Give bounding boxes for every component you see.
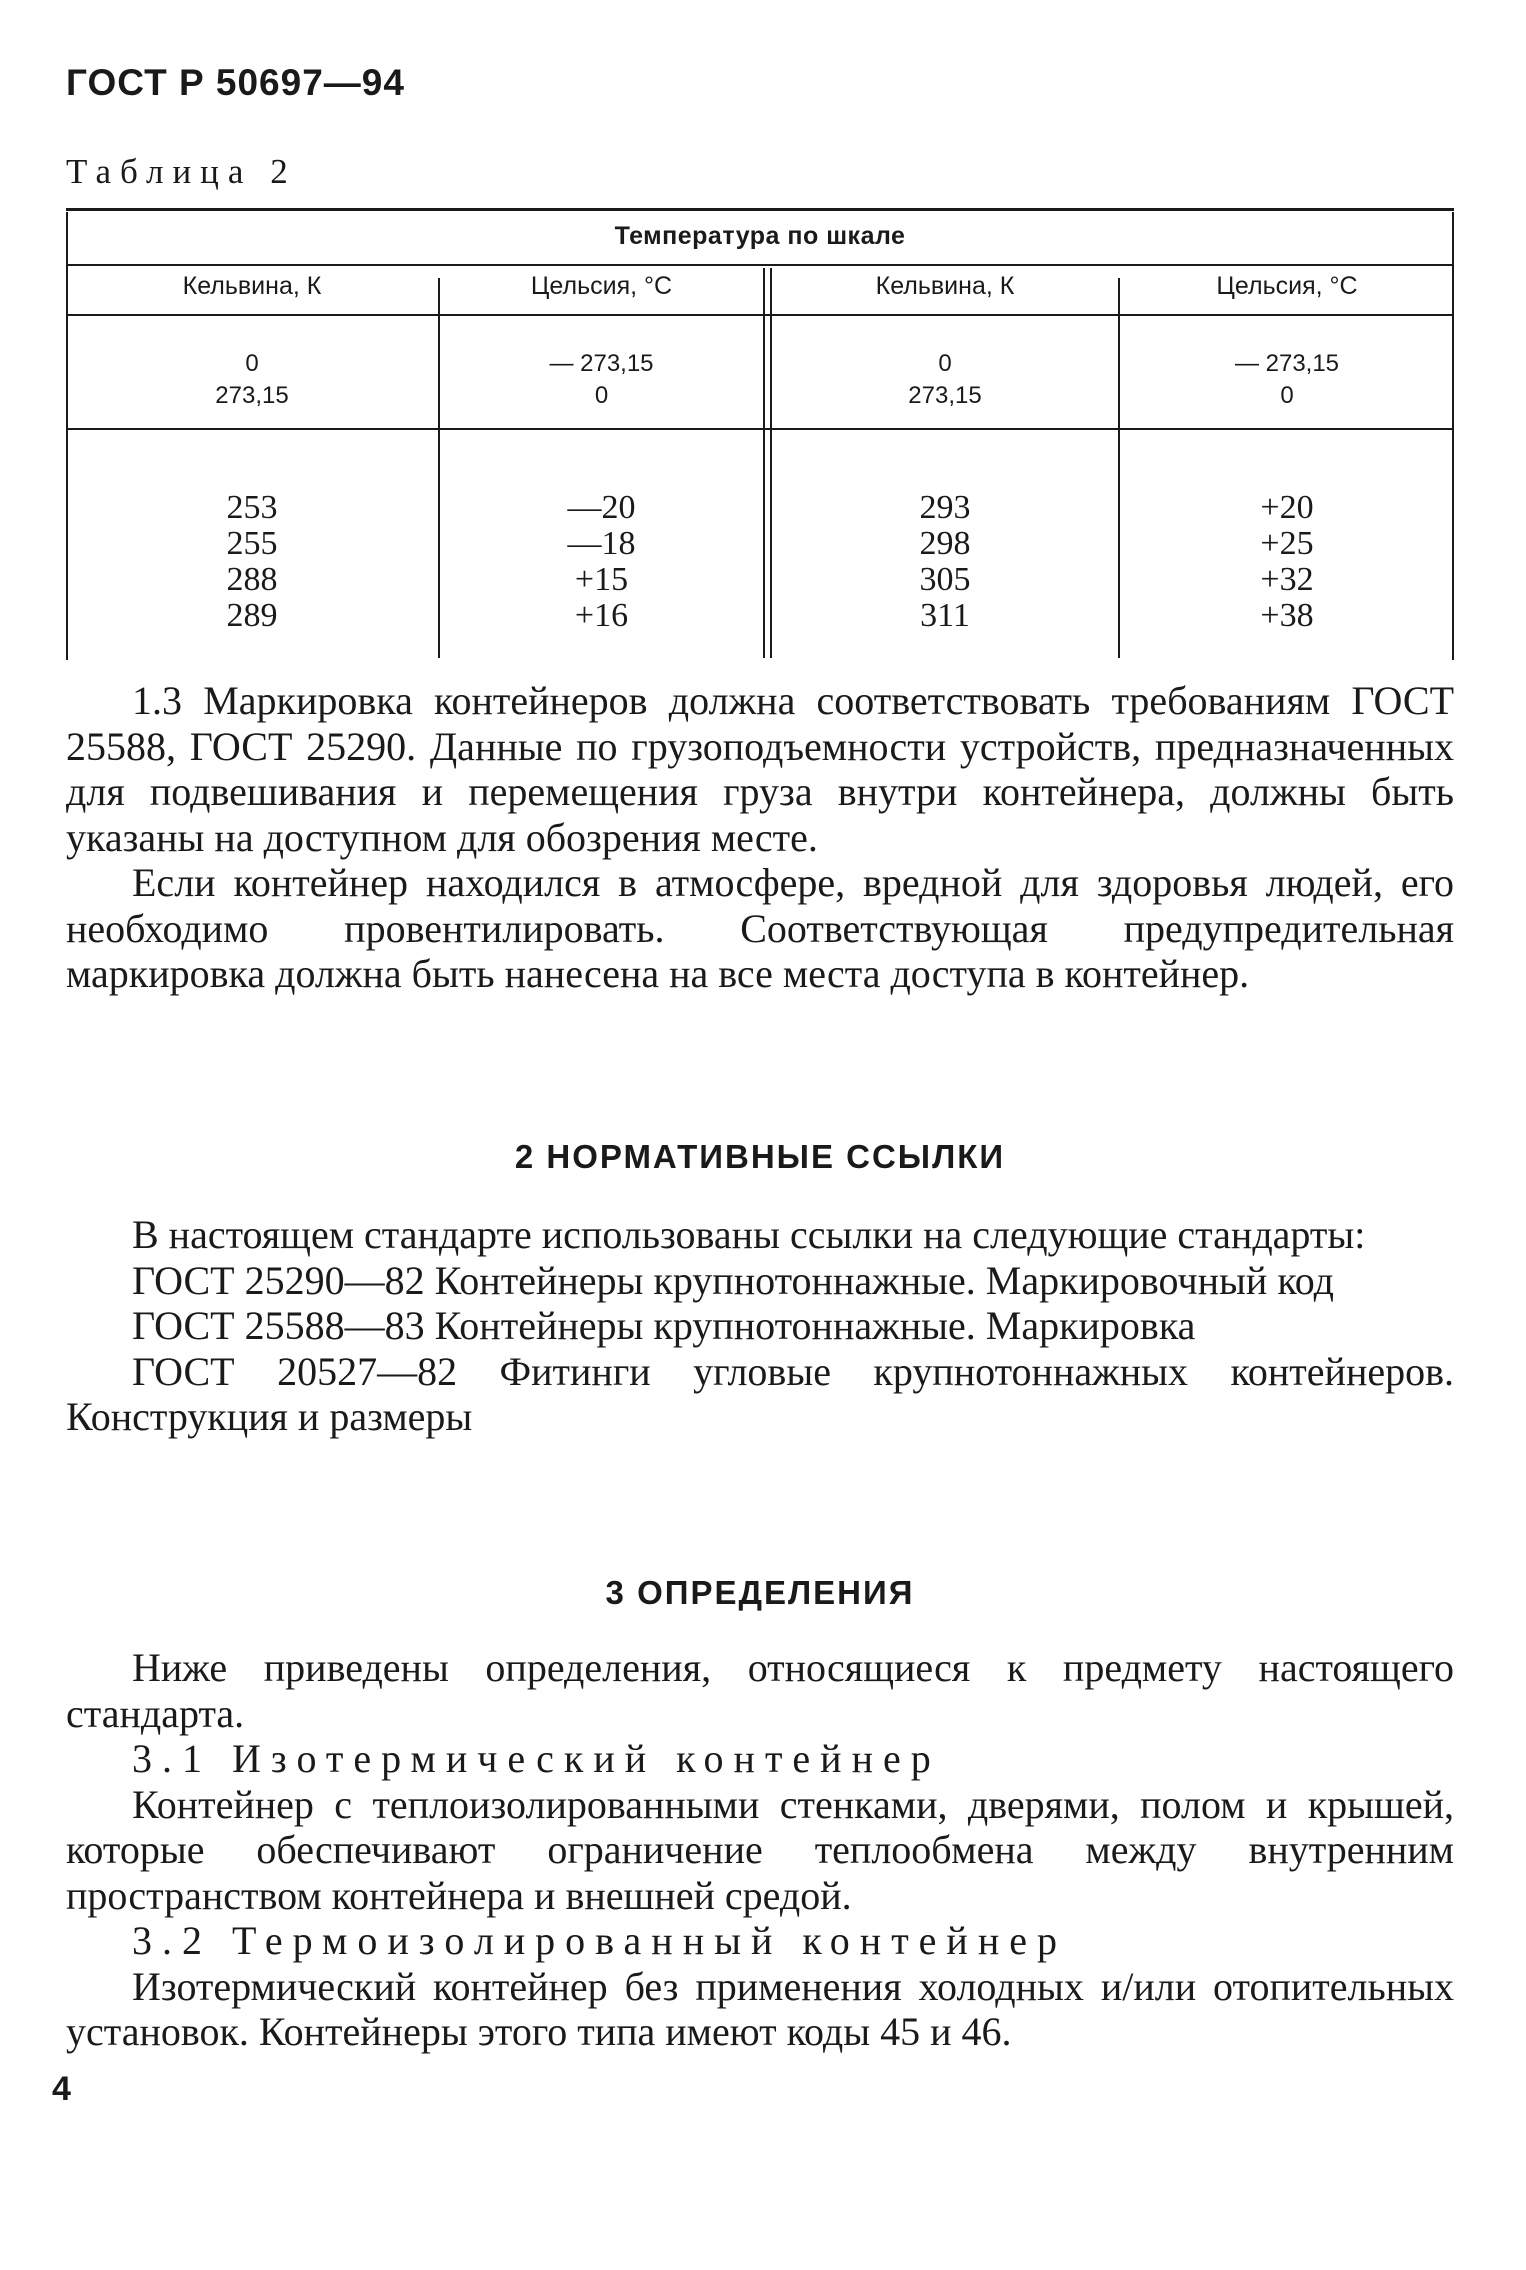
definition-text: Изотермический контейнер без применения холодных и/или отопительных установок. Контейнеры этого типа имеют коды 45 и 46. xyxy=(66,1963,1454,2054)
col-head-kelvin-2: Кельвина, К xyxy=(875,272,1015,300)
section-2-title: 2 НОРМАТИВНЫЕ ССЫЛКИ xyxy=(514,1138,1006,1175)
definition-term: 3.1 Изотермический контейнер xyxy=(132,1736,941,1781)
paragraph-ventilation: Если контейнер находился в атмосфере, вредной для здоровья людей, его необходимо провентилировать. Соответствующая предупредительная маркировка должна быть нанесена на все места доступа в контейнер. xyxy=(66,860,1454,996)
table-cell: —20 —18 +15 +16 xyxy=(567,489,636,634)
table-cell: — 273,15 0 xyxy=(1234,350,1340,409)
table-cell: 293 298 305 311 xyxy=(919,489,971,634)
table-cell: 0 273,15 xyxy=(215,350,289,409)
table-group-rule xyxy=(66,428,1454,430)
definition-text: Контейнер с теплоизолированными стенками, дверями, полом и крышей, которые обеспечивают ограничение теплообмена между внутренним пространством контейнера и внешней средой. xyxy=(66,1781,1454,1918)
reference-item: ГОСТ 25290—82 Контейнеры крупнотоннажные. Маркировочный код xyxy=(132,1257,1334,1303)
paragraph-1-3: 1.3 Маркировка контейнеров должна соответствовать требованиям ГОСТ 25588, ГОСТ 25290. Данные по грузоподъемности устройств, предназначенных для подвешивания и перемещения груза внутри контейнера, должны быть указаны на доступном для обозрения месте. xyxy=(66,678,1454,860)
reference-item: ГОСТ 20527—82 Фитинги угловые крупнотоннажных контейнеров. Конструкция и размеры xyxy=(66,1348,1454,1439)
section-2-intro: В настоящем стандарте использованы ссылки на следующие стандарты: xyxy=(132,1212,1366,1257)
table-caption: Таблица 2 xyxy=(66,152,297,191)
table-cell: 253 255 288 289 xyxy=(226,489,278,634)
col-head-celsius-2: Цельсия, °С xyxy=(1216,272,1358,300)
table-cell: +20 +25 +32 +38 xyxy=(1260,489,1314,634)
table-top-border xyxy=(66,208,1454,211)
col-head-kelvin-1: Кельвина, К xyxy=(182,272,322,300)
col-separator-2a xyxy=(763,268,765,658)
table-cell: — 273,15 0 xyxy=(549,350,654,409)
document-header: ГОСТ Р 50697—94 xyxy=(66,62,405,103)
reference-item: ГОСТ 25588—83 Контейнеры крупнотоннажные. Маркировка xyxy=(132,1303,1196,1348)
page-number: 4 xyxy=(52,2070,71,2108)
section-3-intro: Ниже приведены определения, относящиеся к предмету настоящего стандарта. xyxy=(66,1645,1454,1736)
table-cell: 0 273,15 xyxy=(908,350,982,409)
col-head-celsius-1: Цельсия, °С xyxy=(530,272,673,300)
section-2-text xyxy=(66,1212,1454,1440)
temperature-table xyxy=(66,208,1454,660)
definition-term: 3.2 Термоизолированный контейнер xyxy=(132,1918,1067,1963)
table-span-header: Температура по шкале xyxy=(614,222,906,250)
table-colhead-rule xyxy=(66,314,1454,316)
table-header-rule xyxy=(66,264,1454,266)
section-3-text xyxy=(66,1645,1454,2055)
section-1-text xyxy=(66,678,1454,997)
section-3-title: 3 ОПРЕДЕЛЕНИЯ xyxy=(605,1574,915,1611)
